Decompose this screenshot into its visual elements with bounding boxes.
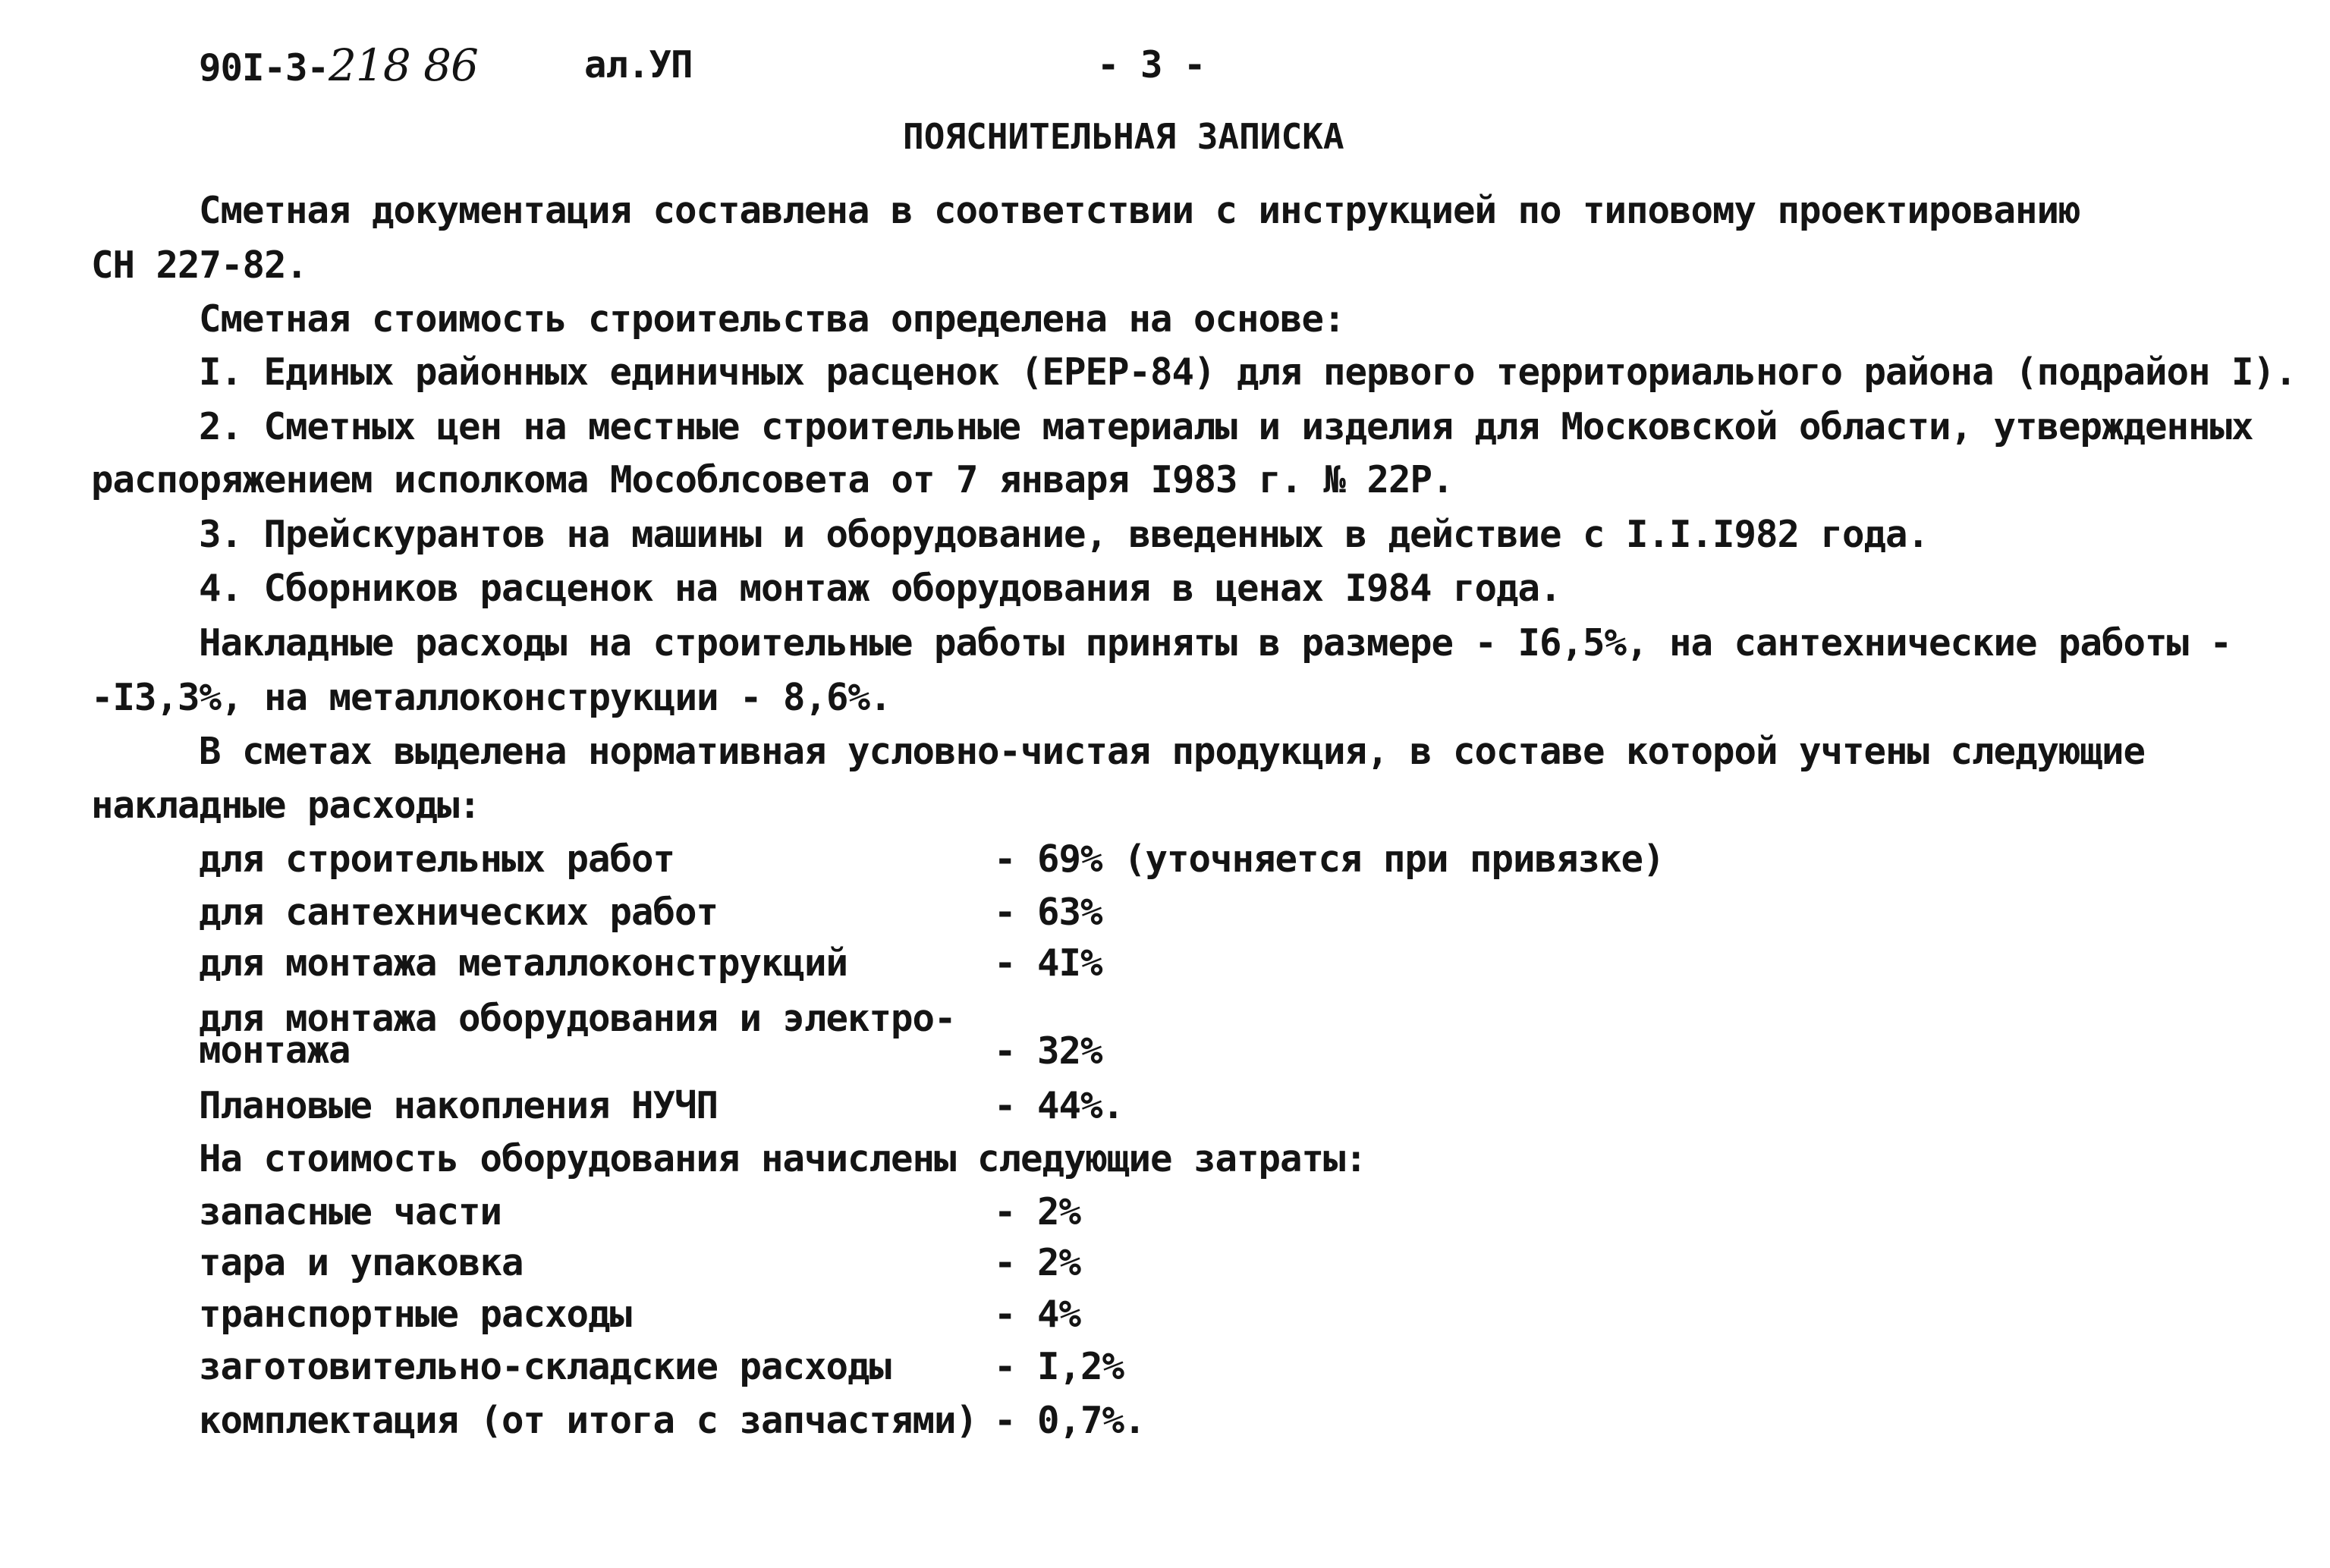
page-number: - 3 - — [1097, 43, 1206, 86]
nuchp-line-1: В сметах выделена нормативная условно-чистая продукция, в составе которой учтены следующие — [199, 730, 2146, 773]
overhead-line-2: -I3,3%, на металлоконструкции - 8,6%. — [91, 676, 891, 719]
nuchp-row-label: для монтажа оборудования и электро- — [199, 997, 956, 1040]
basis-item-3: 3. Прейскурантов на машины и оборудование, введенных в действие с I.I.I982 года. — [199, 513, 1929, 556]
equipment-row-label: комплектация (от итога с запчастями) — [199, 1399, 978, 1442]
basis-item-2-line-1: 2. Сметных цен на местные строительные материалы и изделия для Московской области, утвержденных — [199, 405, 2253, 448]
equipment-row-value: - 2% — [994, 1190, 1081, 1233]
nuchp-row-label: Плановые накопления НУЧП — [199, 1084, 718, 1127]
nuchp-row-label: для монтажа металлоконструкций — [199, 941, 848, 985]
intro-line-1: Сметная документация составлена в соответствии с инструкцией по типовому проектированию — [199, 189, 2080, 232]
basis-item-1: I. Единых районных единичных расценок (ЕРЕР-84) для первого территориального района (подрайон I). — [199, 350, 2297, 394]
equipment-row-value: - I,2% — [994, 1345, 1124, 1388]
basis-item-4: 4. Сборников расценок на монтаж оборудования в ценах I984 года. — [199, 567, 1561, 610]
document-code — [199, 39, 478, 91]
equipment-heading: На стоимость оборудования начислены следующие затраты: — [199, 1137, 1367, 1180]
nuchp-row-value: - 69% (уточняется при привязке) — [994, 837, 1665, 881]
nuchp-row-label: для строительных работ — [199, 837, 675, 881]
equipment-row-label: транспортные расходы — [199, 1293, 632, 1336]
document-code-handwritten: 218 86 — [329, 39, 478, 91]
nuchp-row-label: для сантехнических работ — [199, 891, 718, 934]
overhead-line-1: Накладные расходы на строительные работы приняты в размере - I6,5%, на сантехнические работы - — [199, 621, 2232, 665]
nuchp-row-value: - 4I% — [994, 941, 1102, 985]
equipment-row-label: тара и упаковка — [199, 1241, 524, 1284]
nuchp-row-label-continued: монтажа — [199, 1029, 351, 1072]
equipment-row-value: - 4% — [994, 1293, 1081, 1336]
equipment-row-value: - 2% — [994, 1241, 1081, 1284]
equipment-row-value: - 0,7%. — [994, 1399, 1146, 1442]
basis-heading: Сметная стоимость строительства определена на основе: — [199, 297, 1345, 341]
intro-line-2: СН 227-82. — [91, 244, 308, 287]
basis-item-2-line-2: распоряжением исполкома Мособлсовета от 7 января I983 г. № 22Р. — [91, 458, 1454, 501]
nuchp-row-value: - 32% — [994, 1029, 1102, 1073]
page-title: ПОЯСНИТЕЛЬНАЯ ЗАПИСКА — [903, 116, 1344, 157]
nuchp-row-value: - 63% — [994, 891, 1102, 934]
album-label: ал.УП — [584, 43, 693, 86]
nuchp-line-2: накладные расходы: — [91, 784, 481, 827]
nuchp-row-value: - 44%. — [994, 1084, 1124, 1127]
document-code-prefix: 90I-3- — [199, 46, 329, 90]
equipment-row-label: запасные части — [199, 1190, 502, 1233]
equipment-row-label: заготовительно-складские расходы — [199, 1345, 891, 1388]
